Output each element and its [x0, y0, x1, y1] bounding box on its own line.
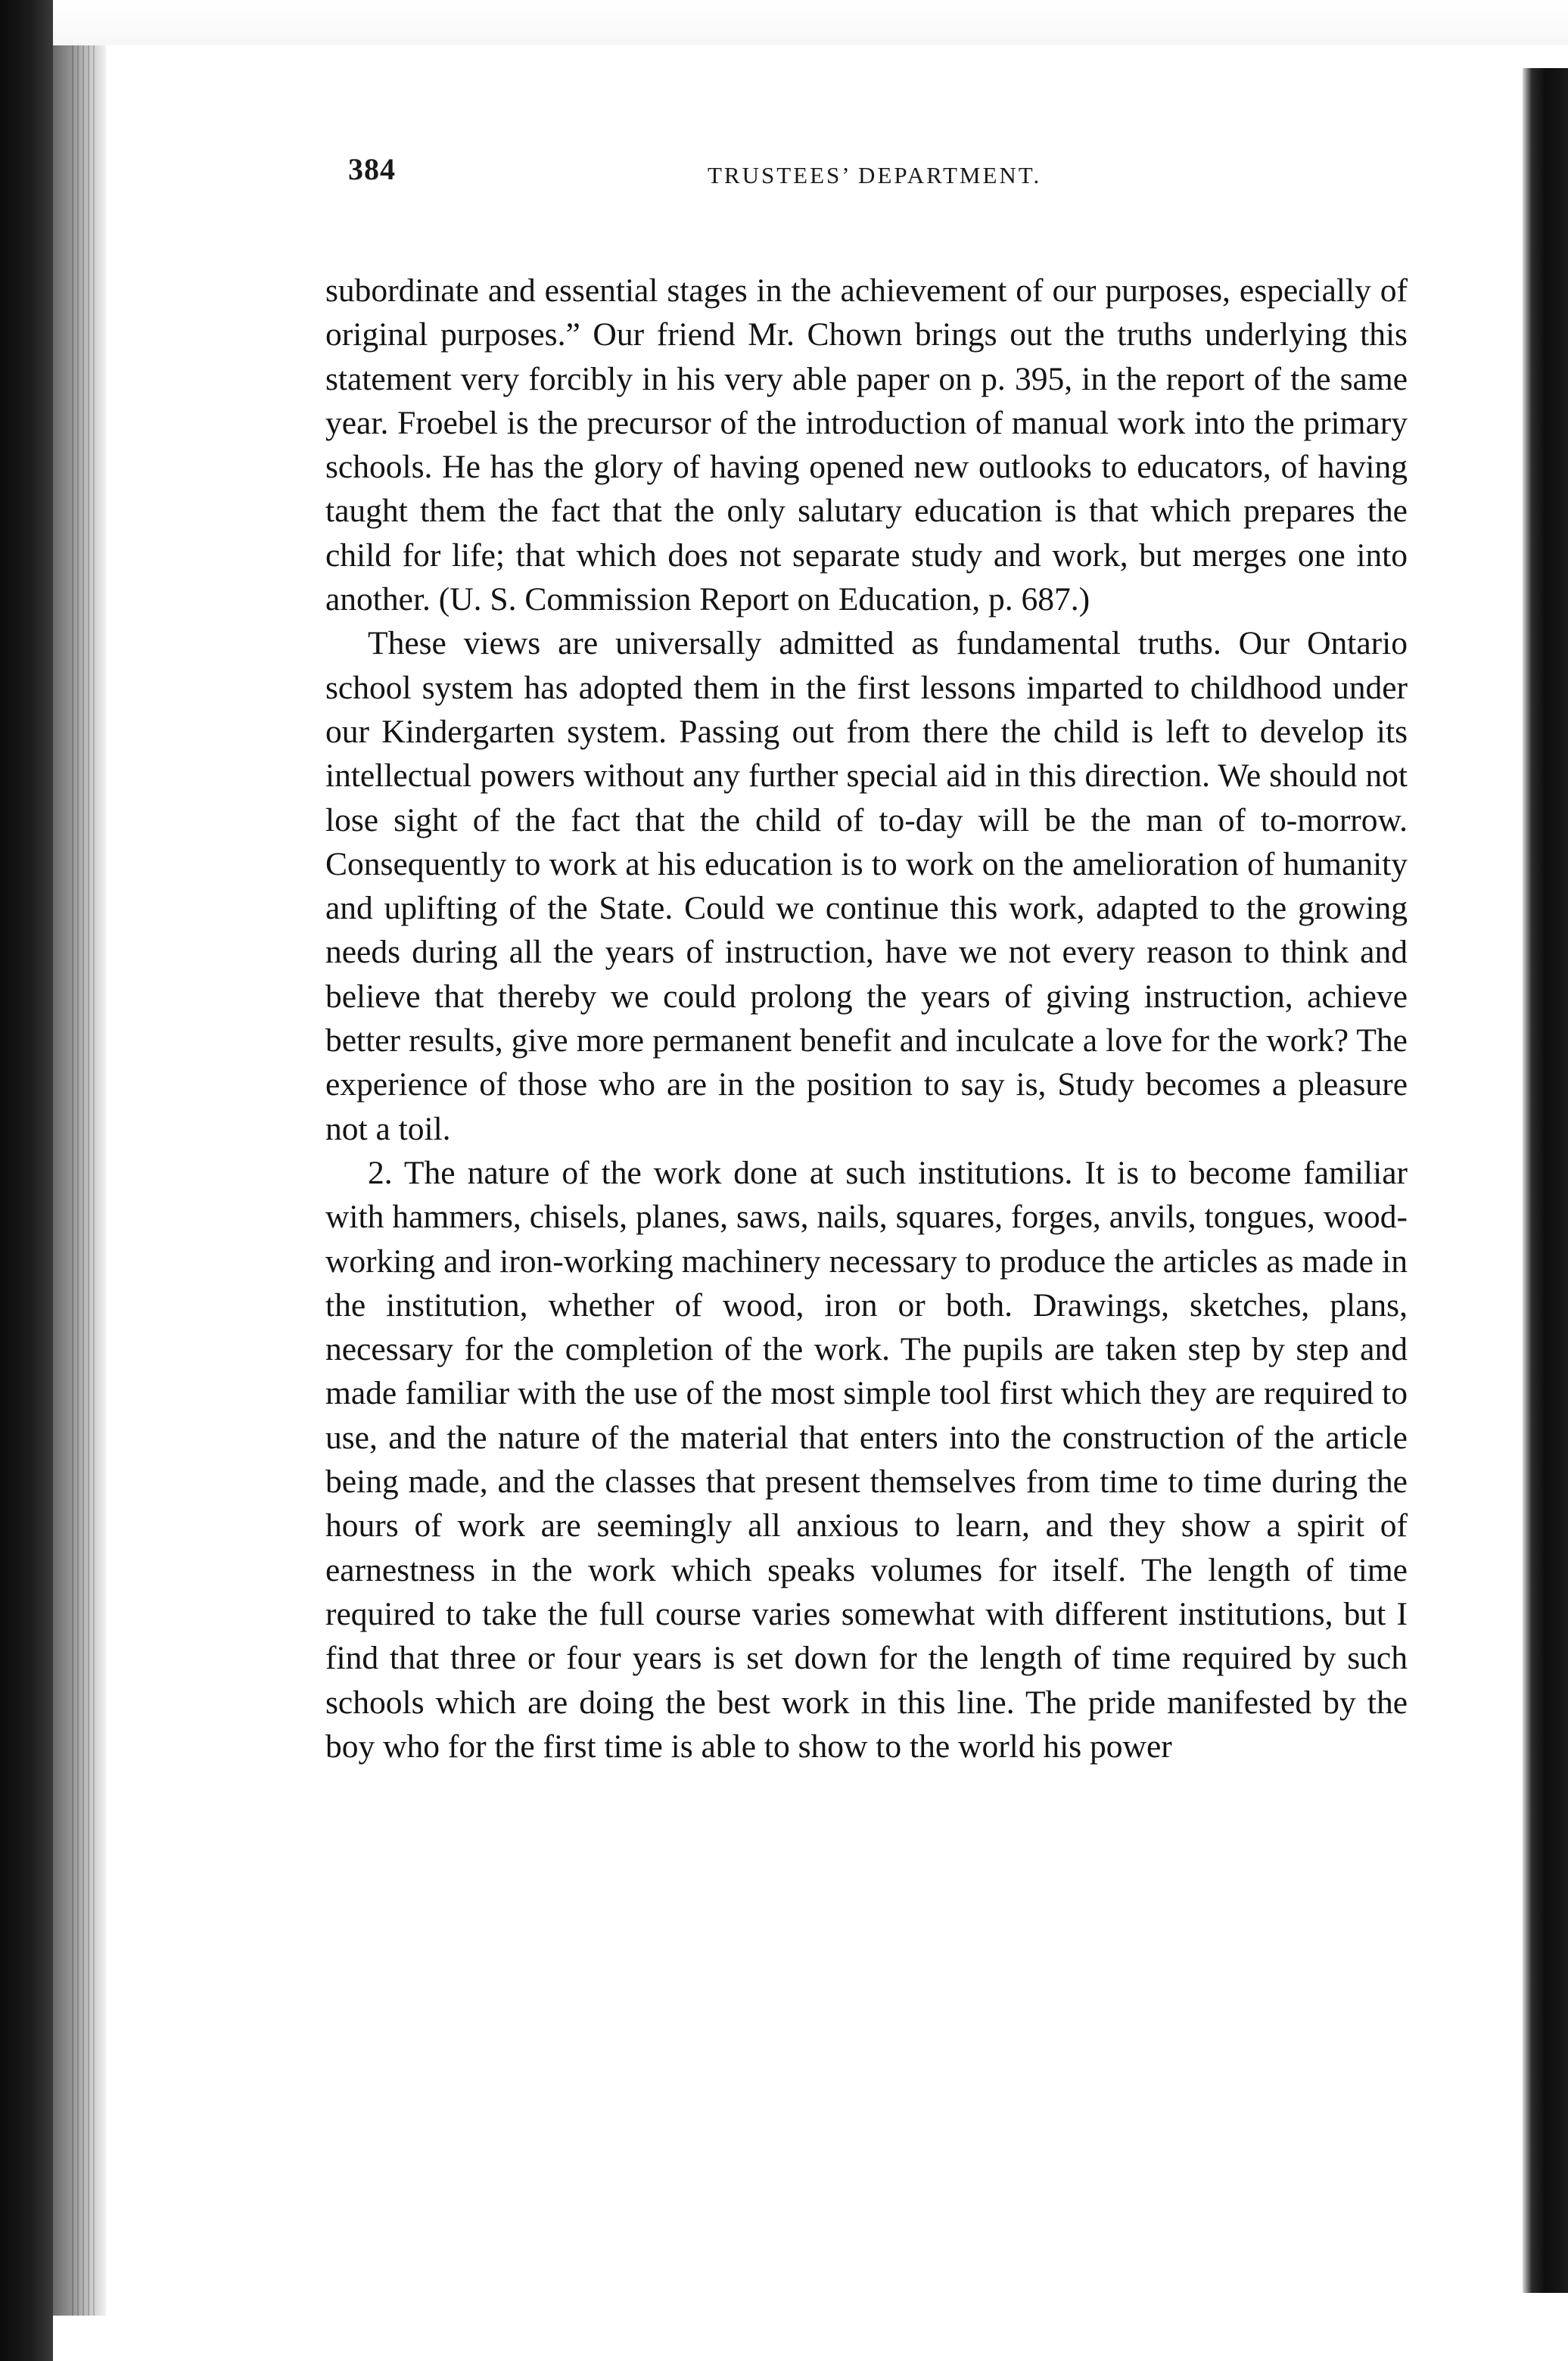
page-binding-edges	[72, 45, 95, 2316]
page-number: 384	[348, 152, 396, 186]
page-header	[348, 151, 1483, 197]
scan-top-margin	[0, 0, 1568, 45]
scan-edge-right	[1523, 68, 1568, 2293]
scan-edge-left	[0, 0, 53, 2361]
paragraph-3: 2. The nature of the work done at such institutions. It is to become familiar with hammers, chisels, planes, saws, nails, squares, forges, anvils, tongues, wood-working and iron-working machinery necessary to produce the articles as made in the institution, whether of wood, iron or both. Drawings, sketches, plans, necessary for the completion of the work. The pupils are taken step by step and made familiar with the use of the most simple tool first which they are required to use, and the nature of the material that enters into the construction of the article being made, and the classes that present themselves from time to time during the hours of work are seemingly all anxious to learn, and they show a spirit of earnestness in the work which speaks volumes for itself. The length of time required to take the full course varies somewhat with different institutions, but I find that three or four years is set down for the length of time required by such schools which are doing the best work in this line. The pride manifested by the boy who for the first time is able to show to the world his power	[325, 1154, 1408, 1765]
paragraph-1: subordinate and essential stages in the achievement of our purposes, especially of original purposes.” Our friend Mr. Chown brings out the truths underlying this statement very forcibly in his very able paper on p. 395, in the report of the same year. Froebel is the precursor of the introduction of manual work into the primary schools. He has the glory of having opened new outlooks to educators, of having taught them the fact that the only salutary education is that which prepares the child for life; that which does not separate study and work, but merges one into another. (U. S. Commission Report on Education, p. 687.)	[325, 272, 1408, 618]
body-text	[325, 269, 1408, 1768]
running-head: TRUSTEES’ DEPARTMENT.	[708, 162, 1042, 188]
paragraph-2: These views are universally admitted as fundamental truths. Our Ontario school system has adopted them in the first lessons imparted to childhood under our Kindergarten system. Passing out from there the child is left to develop its intellectual powers without any further special aid in this direction. We should not lose sight of the fact that the child of to-day will be the man of to-morrow. Consequently to work at his education is to work on the amelioration of humanity and uplifting of the State. Could we continue this work, adapted to the growing needs during all the years of instruction, have we not every reason to think and believe that thereby we could prolong the years of giving instruction, achieve better results, give more permanent benefit and inculcate a love for the work? The experience of those who are in the position to say is, Study becomes a pleasure not a toil.	[325, 625, 1408, 1147]
